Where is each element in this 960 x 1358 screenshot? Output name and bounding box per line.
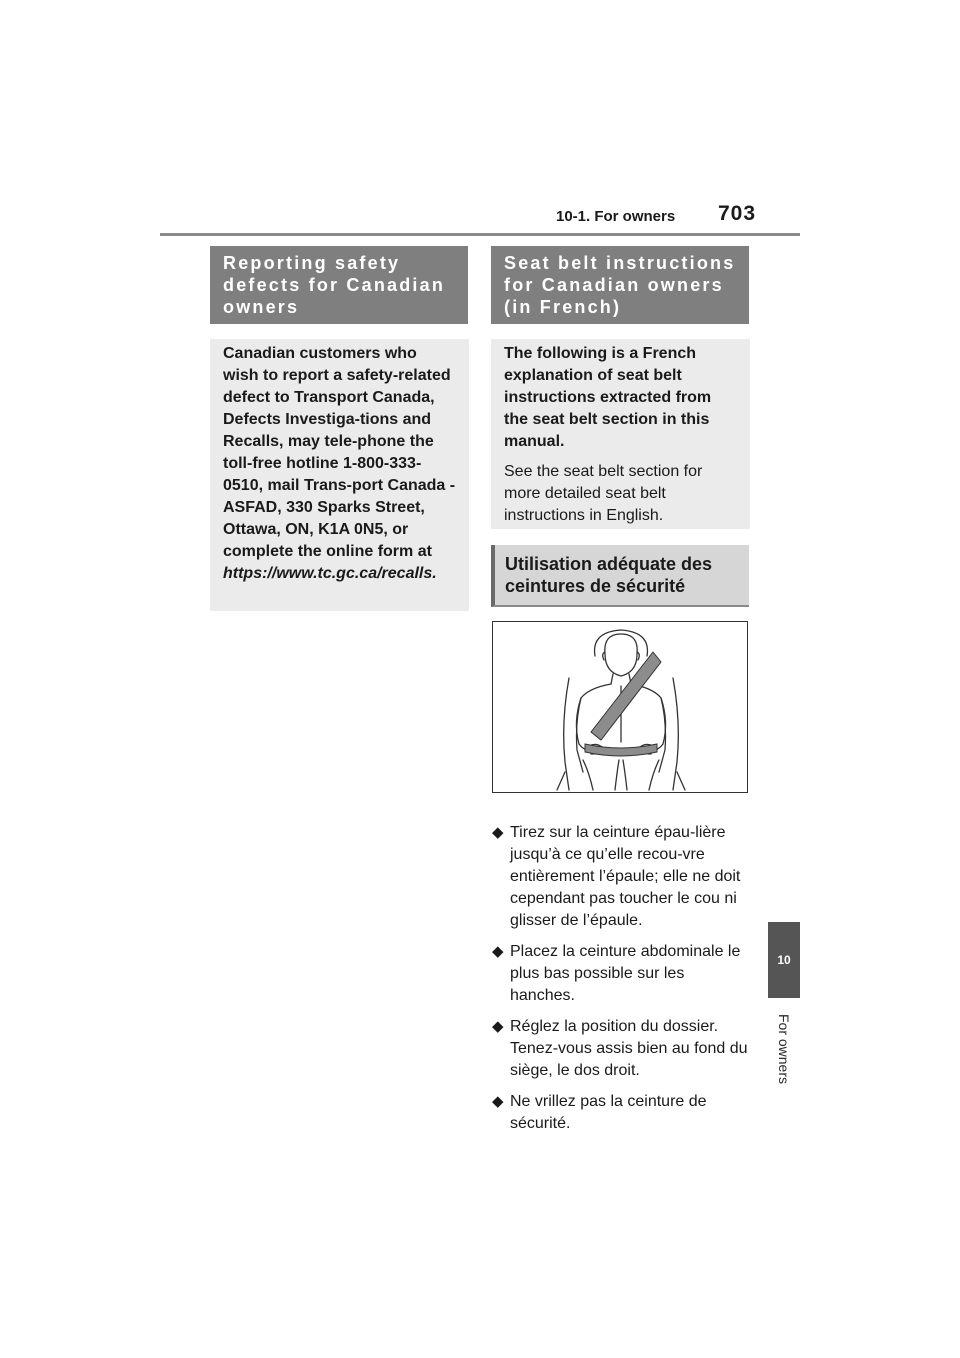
diamond-bullet-icon: ◆	[492, 824, 504, 841]
diamond-bullet-icon: ◆	[492, 943, 504, 960]
recalls-url: https://www.tc.gc.ca/recalls.	[223, 565, 437, 582]
seat-belt-intro-regular: See the seat belt section for more detailed seat belt instructions in English.	[504, 463, 703, 524]
chapter-label: For owners	[776, 1013, 792, 1085]
bullet-text: Tirez sur la ceinture épau-lière jusqu’à ce qu’elle recou-vre entièrement l’épaule; elle ne doit cependant pas toucher le cou ni glisser de l’épaule.	[510, 824, 741, 929]
list-item	[492, 822, 752, 932]
lap-belt	[585, 744, 657, 756]
chapter-number: 10	[777, 953, 791, 967]
seated-person-illustration	[493, 622, 747, 792]
seat-belt-instructions-list	[492, 822, 752, 1144]
bullet-text: Ne vrillez pas la ceinture de sécurité.	[510, 1093, 707, 1132]
seat-belt-intro-bold: The following is a French explanation of seat belt instructions extracted from the seat belt section in this manual.	[504, 345, 712, 450]
reporting-body-text: Canadian customers who wish to report a safety-related defect to Transport Canada, Defects Investiga-tions and Recalls, may tele-phone the toll-free hotline 1-800-333-0510, mail Trans-port Canada - ASFAD, 330 Sparks Street, Ottawa, ON, K1A 0N5, or complete the online form at	[223, 345, 456, 560]
list-item	[492, 941, 752, 1007]
header-section-title: 10-1. For owners	[556, 208, 676, 225]
seat-belt-info-box	[491, 339, 750, 529]
reporting-info-box	[210, 339, 469, 611]
list-item	[492, 1091, 752, 1135]
seat-belt-illustration	[492, 621, 748, 793]
section-title-reporting: Reporting safety defects for Canadian owners	[210, 246, 468, 324]
subheading-usage: Utilisation adéquate des ceintures de sécurité	[491, 545, 749, 607]
diamond-bullet-icon: ◆	[492, 1018, 504, 1035]
chapter-tab	[768, 922, 800, 998]
bullet-text: Réglez la position du dossier. Tenez-vous assis bien au fond du siège, le dos droit.	[510, 1018, 748, 1079]
bullet-text: Placez la ceinture abdominale le plus bas possible sur les hanches.	[510, 943, 741, 1004]
chapter-side-label	[768, 1004, 800, 1094]
section-title-seat-belt: Seat belt instructions for Canadian owners (in French)	[491, 246, 749, 324]
list-item	[492, 1016, 752, 1082]
diamond-bullet-icon: ◆	[492, 1093, 504, 1110]
page-number: 703	[718, 202, 757, 225]
header-rule	[160, 233, 800, 236]
